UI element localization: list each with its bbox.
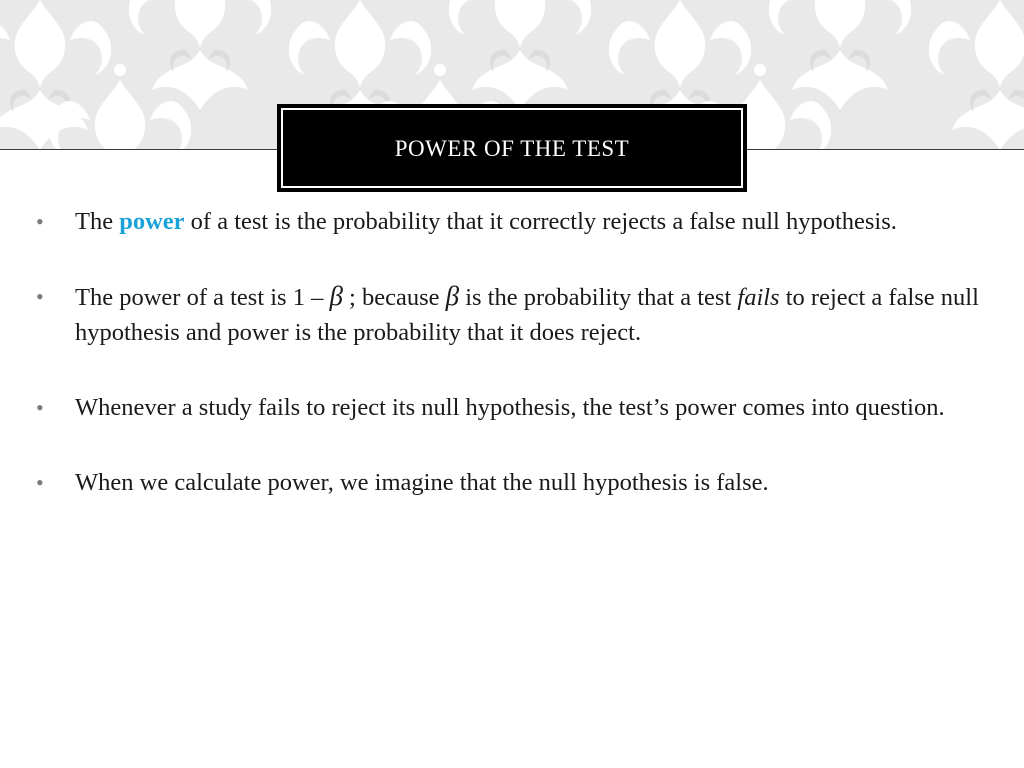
bullet-item xyxy=(36,390,986,425)
title-frame xyxy=(281,108,743,188)
slide-title: POWER OF THE TEST xyxy=(394,136,630,161)
bullet-icon: • xyxy=(36,284,44,309)
beta-symbol: β xyxy=(445,281,460,311)
bullet-text: ; because xyxy=(342,284,446,311)
beta-symbol: β xyxy=(329,281,343,311)
bullet-list xyxy=(36,204,986,540)
bullet-text: When we calculate power, we imagine that the null hypothesis is false. xyxy=(75,469,769,496)
bullet-icon: • xyxy=(36,470,44,495)
bullet-text: of a test is the probability that it correctly rejects a false null hypothesis. xyxy=(184,208,897,235)
bullet-item xyxy=(36,279,986,350)
italic-term: fails xyxy=(737,284,780,311)
bullet-icon: • xyxy=(36,209,44,234)
highlight-term: power xyxy=(119,208,185,235)
bullet-icon: • xyxy=(36,395,44,420)
bullet-item xyxy=(36,465,986,500)
bullet-text: to reject a false null hypothesis and power is the probability that it does reject. xyxy=(75,284,979,346)
bullet-text: The power of a test is 1 – xyxy=(75,284,330,311)
bullet-text: Whenever a study fails to reject its null hypothesis, the test’s power comes into question. xyxy=(75,394,945,421)
bullet-text: is the probability that a test xyxy=(459,284,738,311)
bullet-item xyxy=(36,204,986,239)
bullet-text: The xyxy=(75,208,120,235)
title-box xyxy=(277,104,747,192)
